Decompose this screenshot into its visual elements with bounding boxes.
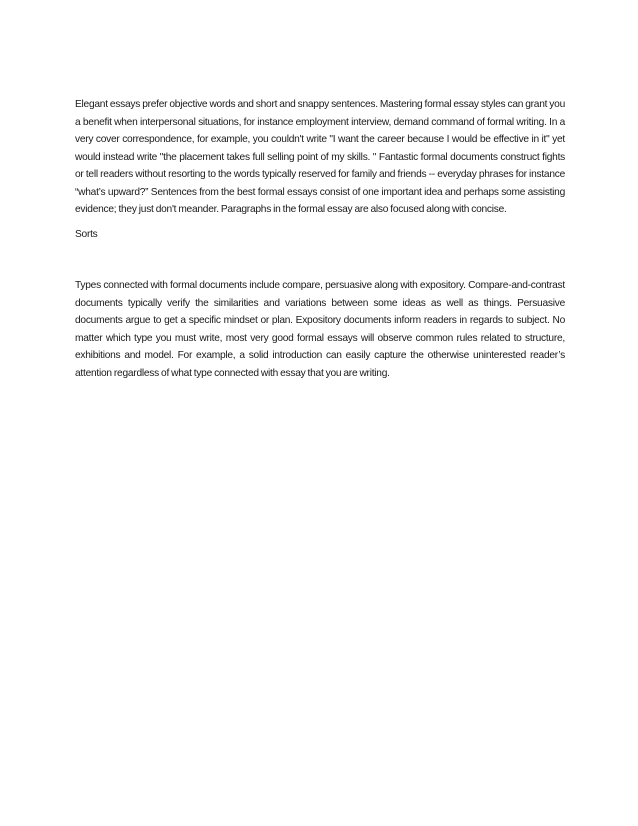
section-heading: Sorts <box>75 228 98 240</box>
paragraph-intro: Elegant essays prefer objective words and short and snappy sentences. Mastering formal essay styles can grant you a benefit when interpersonal situations, for instance employment interview, demand command of formal writing. In a very cover correspondence, for example, you couldn't write "I want the career because I would be effective in it" yet would instead write "the placement takes full selling point of my skills. " Fantastic formal documents construct fights or tell readers without resorting to the words typically reserved for family and friends -- everyday phrases for instance “what’s upward?” Sentences from the best formal essays consist of one important idea and perhaps some assisting evidence; they just don't meander. Paragraphs in the formal essay are also focused along with concise. <box>75 99 565 215</box>
document-body <box>75 96 565 382</box>
paragraph-types: Types connected with formal documents include compare, persuasive along with expository. Compare-and-contrast documents typically verify the similarities and variations between some ideas as well as things. Persuasive documents argue to get a specific mindset or plan. Expository documents inform readers in regards to subject. No matter which type you must write, most very good formal essays will observe common rules related to structure, exhibitions and model. For example, a solid introduction can easily capture the otherwise uninterested reader’s attention regardless of what type connected with essay that you are writing. <box>75 280 565 379</box>
